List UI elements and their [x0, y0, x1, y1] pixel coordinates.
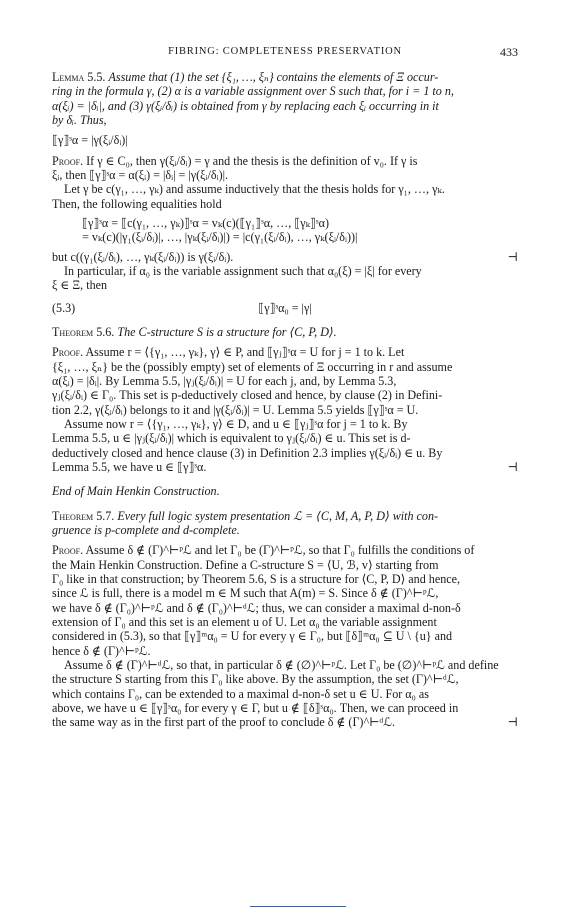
proof-text-line: tion 2.2, γ(ξᵢ/δᵢ) belongs to it and |γ(ξᵢ/δᵢ)| = U. Lemma 5.5 yields ⟦γ⟧ˢα = U.: [52, 402, 419, 417]
proof-text-line: Assume δ ∉ (Γ)^⊢ᵈℒ, so that, in particular δ ∉ (∅)^⊢ᵖℒ. Let Γ₀ be (∅)^⊢ᵖℒ and define: [64, 658, 499, 673]
proof-text: Assume r = ⟨{γ₁, …, γₖ}, γ⟩ ∈ P, and ⟦γⱼ⟧ˢα = U for j = 1 to k. Let: [85, 345, 405, 360]
proof-text-line: Then, the following equalities hold: [52, 196, 222, 211]
theorem-5-6: [52, 325, 518, 339]
proof-text-line: γⱼ(ξᵢ/δᵢ) ∈ Γ₀. This set is p-deductively closed and hence, by clause (2) in Defini-: [52, 388, 443, 403]
proof-text-line: extension of Γ₀ and this set is an element u of U. Let α₀ the variable assignment: [52, 615, 437, 629]
proof-text-line: [52, 715, 518, 729]
proof-text: If γ ∈ C₀, then γ(ξᵢ/δᵢ) = γ and the thesis is the definition of v₀. If γ is: [86, 153, 418, 168]
equation-body: ⟦γ⟧ˢα₀ = |γ|: [258, 300, 312, 315]
qed-mark: ⊣: [507, 459, 518, 474]
qed-mark: ⊣: [507, 715, 518, 730]
proof-label: Proof.: [52, 345, 84, 360]
lemma-text-line: α(ξᵢ) = |δᵢ|, and (3) γ(ξᵢ/δᵢ) is obtained from γ by replacing each ξᵢ occurring in it: [52, 98, 439, 113]
proof-text: Assume δ ∉ (Γ)^⊢ᵖℒ and let Γ₀ be (Γ)^⊢ᵖℒ, so that Γ₀ fulfills the conditions of: [85, 543, 475, 558]
header-title: FIBRING: COMPLETENESS PRESERVATION: [168, 46, 402, 57]
proof-text-line: the structure S starting from this Γ₀ like above. By the assumption, the set (Γ)^⊢ᵈℒ,: [52, 672, 459, 687]
lemma-5-5: [52, 70, 518, 84]
lemma-display-equation: ⟦γ⟧ˢα = |γ(ξᵢ/δᵢ)|: [52, 133, 128, 148]
qed-mark: ⊣: [507, 249, 518, 264]
proof-text-line: ξᵢ, then ⟦γ⟧ˢα = α(ξᵢ) = |δᵢ| = |γ(ξᵢ/δᵢ)|.: [52, 168, 229, 183]
proof-text-line: α(ξᵢ) = |δᵢ|. By Lemma 5.5, |γⱼ(ξᵢ/δᵢ)| = U for each j, and, by Lemma 5.3,: [52, 373, 397, 388]
theorem-text: Every full logic system presentation ℒ = ⟨C, M, A, P, D⟩ with con-: [117, 508, 439, 523]
equality-chain-line-1: ⟦γ⟧ˢα = ⟦c(γ₁, …, γₖ)⟧ˢα = vₖ(c)(⟦γ₁⟧ˢα, …, ⟦γₖ⟧ˢα): [82, 216, 329, 231]
lemma-text: Assume that (1) the set {ξ₁, …, ξₙ} contains the elements of Ξ occur-: [108, 70, 439, 84]
proof-text-line: ξ ∈ Ξ, then: [52, 278, 108, 293]
proof-text-line: deductively closed and hence clause (3) in Definition 2.3 implies γ(ξᵢ/δᵢ) ∈ u. By: [52, 445, 443, 460]
proof-text-line: considered in (5.3), so that ⟦γ⟧ᵐα₀ = U for every γ ∈ Γ₀, but ⟦δ⟧ᵐα₀ ⊆ U \ {u} and: [52, 629, 453, 644]
proof-text-line: the Main Henkin Construction. Define a C-structure S = ⟨U, ℬ, v⟩ starting from: [52, 557, 439, 572]
proof-5-6: [52, 345, 518, 359]
proof-text-line: Γ₀ like in that construction; by Theorem 5.6, S is a structure for ⟨C, P, D⟩ and hence,: [52, 571, 461, 586]
proof-text-line: above, we have u ∈ ⟦γ⟧ˢα₀ for every γ ∈ Γ, but u ∉ ⟦δ⟧ˢα₀. Then, we can proceed in: [52, 701, 459, 716]
proof-text-line: Let γ be c(γ₁, …, γₖ) and assume inductively that the thesis holds for γ₁, …, γₖ.: [64, 182, 445, 197]
proof-text-line: hence δ ∉ (Γ)^⊢ᵖℒ.: [52, 643, 151, 658]
proof-text: but c((γ₁(ξᵢ/δᵢ), …, γₖ(ξᵢ/δᵢ)) is γ(ξᵢ/δᵢ).: [52, 249, 234, 264]
page-number: 433: [500, 45, 518, 59]
theorem-label: Theorem 5.7.: [52, 508, 115, 523]
proof-text-line: [52, 460, 518, 474]
proof-text-line: Assume now r = ⟨{γ₁, …, γₖ}, γ⟩ ∈ D, and u ∈ ⟦γⱼ⟧ˢα for j = 1 to k. By: [64, 416, 408, 431]
equation-number: (5.3): [52, 300, 76, 315]
theorem-label: Theorem 5.6.: [52, 324, 115, 339]
equality-chain-line-2: = vₖ(c)(|γ₁(ξᵢ/δᵢ)|, …, |γₖ(ξᵢ/δᵢ)|) = |c(γ₁(ξᵢ/δᵢ), …, γₖ(ξᵢ/δᵢ))|: [82, 230, 358, 245]
lemma-label: Lemma 5.5.: [52, 70, 106, 84]
proof-text-line: {ξ₁, …, ξₙ} be the (possibly empty) set of elements of Ξ occurring in r and assume: [52, 359, 453, 374]
theorem-text-line: gruence is p-complete and d-complete.: [52, 522, 240, 537]
equation-5-3: [52, 301, 518, 317]
footer-rule: [250, 906, 346, 907]
lemma-text-line: by δᵢ. Thus,: [52, 113, 107, 128]
proof-text-line: In particular, if α₀ is the variable assignment such that α₀(ξ) = |ξ| for every: [64, 264, 422, 279]
proof-label: Proof.: [52, 543, 84, 558]
theorem-5-7: [52, 509, 518, 523]
proof-text-line: we have δ ∉ (Γ₀)^⊢ᵖℒ and δ ∉ (Γ₀)^⊢ᵈℒ; thus, we can consider a maximal d-non-δ: [52, 600, 461, 615]
theorem-text: The C-structure S is a structure for ⟨C, P, D⟩.: [117, 324, 337, 339]
lemma-text-line: ring in the formula γ, (2) α is a variable assignment over S such that, for i = 1 to n,: [52, 84, 454, 99]
proof-text-line: since ℒ is full, there is a model m ∈ M such that A(m) = S. Since δ ∉ (Γ)^⊢ᵖℒ,: [52, 586, 439, 601]
end-of-construction-note: End of Main Henkin Construction.: [52, 484, 220, 499]
page-body: [52, 70, 518, 730]
running-header: [52, 46, 518, 62]
proof-text-line: [52, 250, 518, 264]
proof-5-7: [52, 543, 518, 557]
proof-text-line: which contains Γ₀, can be extended to a maximal d-non-δ set u ∈ U. For α₀ as: [52, 686, 429, 701]
proof-text: the same way as in the first part of the proof to conclude δ ∉ (Γ)^⊢ᵈℒ.: [52, 715, 396, 730]
proof-text-line: Lemma 5.5, u ∈ |γⱼ(ξᵢ/δᵢ)| which is equivalent to γⱼ(ξᵢ/δᵢ) ∈ u. This set is d-: [52, 431, 411, 446]
proof-label: Proof.: [52, 153, 84, 168]
proof-5-5: [52, 154, 518, 168]
proof-text: Lemma 5.5, we have u ∈ ⟦γ⟧ˢα.: [52, 459, 207, 474]
